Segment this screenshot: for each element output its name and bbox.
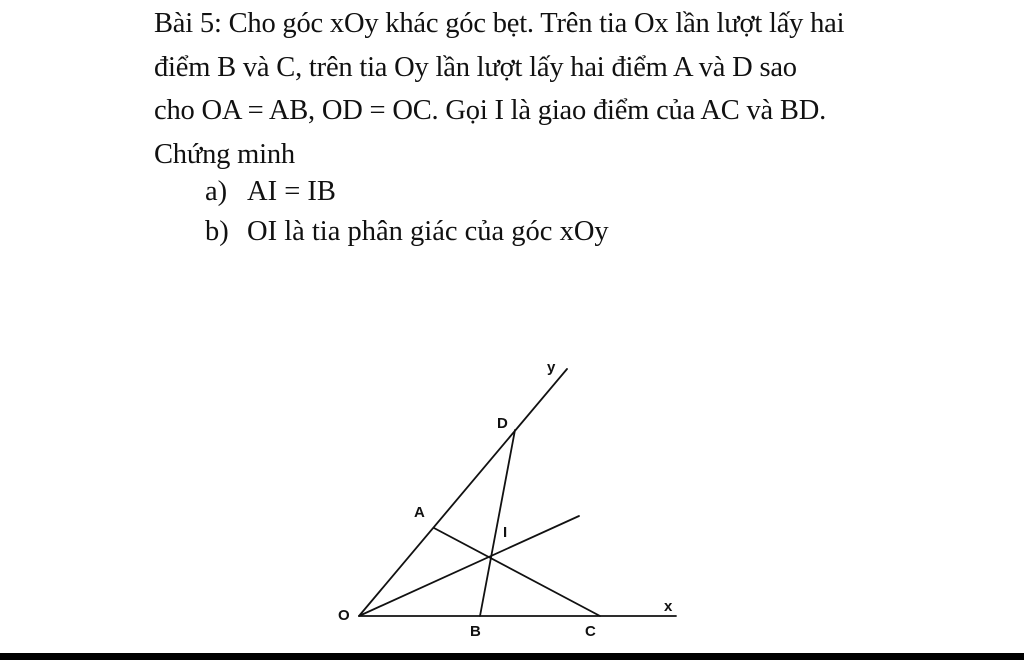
proof-part-a-text: AI = IB (247, 176, 336, 207)
proof-part-a-marker: a) (205, 176, 228, 207)
problem-line-2: điểm B và C, trên tia Oy lần lượt lấy hai điểm A và D sao (154, 51, 797, 83)
ray-oy (359, 369, 567, 616)
label-i: I (503, 524, 508, 541)
proof-parts-list (205, 172, 609, 252)
label-y: y (547, 359, 556, 376)
label-c: C (585, 623, 596, 640)
label-b: B (470, 623, 481, 640)
segment-ac (434, 528, 600, 616)
problem-line-3: cho OA = AB, OD = OC. Gọi I là giao điểm của AC và BD. (154, 95, 827, 126)
label-a: A (414, 504, 425, 521)
label-x: x (664, 598, 673, 615)
proof-part-b-marker: b) (205, 216, 229, 247)
bottom-border-bar (0, 653, 1024, 660)
ray-oi (359, 516, 579, 616)
segment-bd (480, 430, 515, 616)
label-o: O (338, 607, 350, 624)
label-d: D (497, 415, 508, 432)
proof-part-b (205, 212, 609, 252)
proof-part-b-text: OI là tia phân giác của góc xOy (247, 216, 609, 247)
problem-line-4: Chứng minh (154, 138, 295, 170)
problem-statement (154, 2, 1014, 176)
proof-part-a (205, 172, 609, 212)
problem-line-1: Bài 5: Cho góc xOy khác góc bẹt. Trên tia Ox lần lượt lấy hai (154, 8, 845, 39)
